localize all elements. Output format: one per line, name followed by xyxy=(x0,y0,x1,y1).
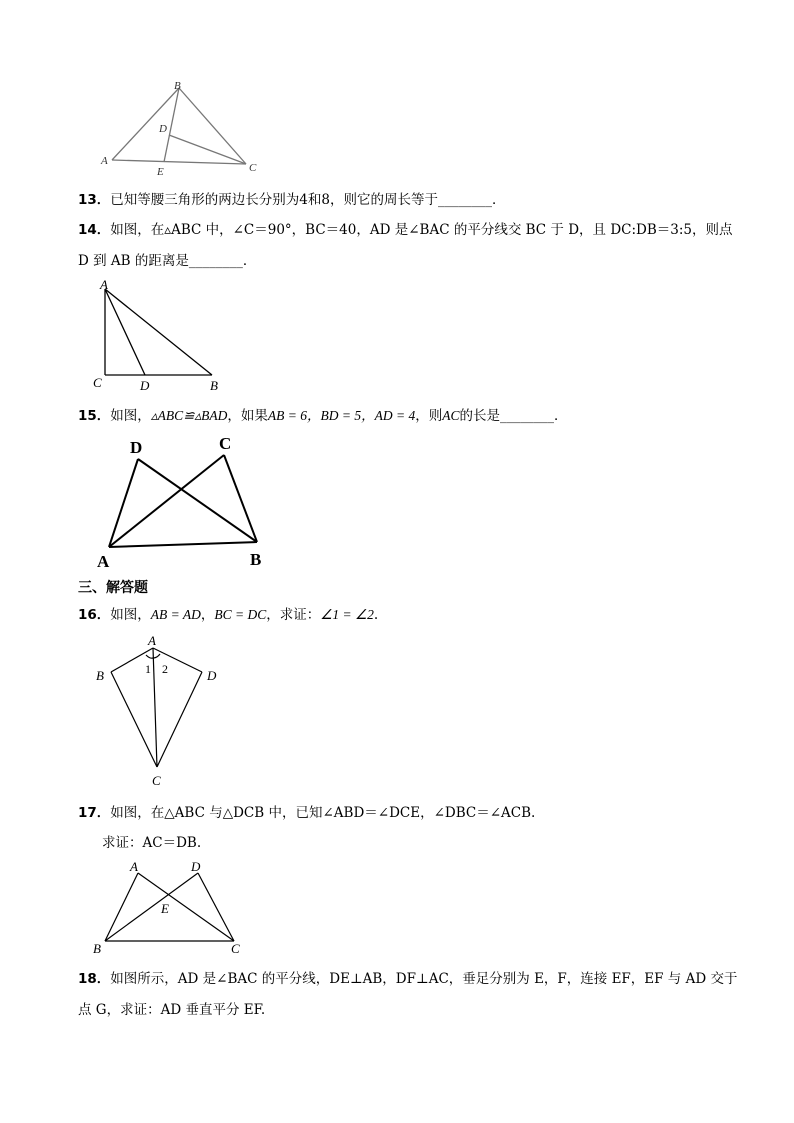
question-number: 16． xyxy=(78,607,111,623)
condition-1: AB = AD xyxy=(150,607,201,622)
question-14-line2 xyxy=(78,249,256,269)
proof-goal: ∠1 = ∠2 xyxy=(320,607,374,622)
label-c: C xyxy=(231,941,240,956)
question-13 xyxy=(78,188,505,208)
label-d: D xyxy=(130,438,143,457)
figure-triangle-abc-de xyxy=(98,78,268,178)
question-end: ． xyxy=(242,253,257,269)
label-c: C xyxy=(219,434,232,453)
condition-2: BC = DC xyxy=(214,607,267,622)
question-text: 如图，在▵ABC 中，∠C＝90°，BC＝40，AD 是∠BAC 的平分线交 BC 于 D，且 DC:DB＝3:5，则点 xyxy=(110,222,733,238)
label-b: B xyxy=(250,550,262,569)
question-18-line2 xyxy=(78,998,265,1018)
question-text: 如图， xyxy=(110,408,151,424)
label-b: B xyxy=(174,80,181,92)
figure-trapezoid xyxy=(88,855,258,960)
answer-blank[interactable]: ________ xyxy=(437,192,492,208)
separator: ， xyxy=(200,607,215,623)
label-e: E xyxy=(161,901,169,916)
question-17-proof xyxy=(102,831,201,851)
label-d: D xyxy=(140,378,150,393)
section-title: 三、解答题 xyxy=(78,580,148,596)
congruence-statement: ▵ABC≌▵BAD xyxy=(150,408,228,423)
question-14 xyxy=(78,218,733,238)
angle-label-1: 1 xyxy=(145,662,151,676)
proof-statement: 求证：AC＝DB. xyxy=(102,835,202,851)
question-text: D 到 AB 的距离是 xyxy=(78,253,189,269)
label-c: C xyxy=(152,773,161,788)
label-a: A xyxy=(100,277,108,292)
question-16 xyxy=(78,603,378,623)
figure-congruent-triangles xyxy=(90,428,280,573)
question-number: 18． xyxy=(78,971,111,987)
question-number: 13． xyxy=(78,192,111,208)
question-text: 如图，在△ABC 与△DCB 中，已知∠ABD＝∠DCE，∠DBC＝∠ACB. xyxy=(110,805,536,821)
question-number: 14． xyxy=(78,222,111,238)
label-a: A xyxy=(148,633,156,648)
question-text: ，如果 xyxy=(227,408,268,424)
label-a: A xyxy=(97,552,110,571)
question-end: ． xyxy=(491,192,506,208)
label-e: E xyxy=(157,166,164,178)
label-c: C xyxy=(249,162,257,174)
label-d: D xyxy=(159,123,167,135)
label-d: D xyxy=(191,859,201,874)
label-b: B xyxy=(210,378,218,393)
label-a: A xyxy=(130,859,138,874)
question-text: ，求证： xyxy=(266,607,321,623)
question-number: 17． xyxy=(78,805,111,821)
question-text: 如图所示，AD 是∠BAC 的平分线，DE⊥AB，DF⊥AC，垂足分别为 E，F，连接 EF，EF 与 AD 交于 xyxy=(110,971,738,987)
angle-label-2: 2 xyxy=(162,662,168,676)
label-b: B xyxy=(93,941,101,956)
figure-kite xyxy=(90,630,230,795)
answer-blank[interactable]: ________ xyxy=(500,408,554,424)
label-a: A xyxy=(101,155,108,167)
figure-right-triangle xyxy=(88,277,228,397)
question-text: 已知等腰三角形的两边长分别为4和8，则它的周长等于 xyxy=(110,192,438,208)
answer-blank[interactable]: ________ xyxy=(188,253,243,269)
label-d: D xyxy=(207,668,217,683)
question-end: ． xyxy=(554,408,568,424)
question-text: ，则 xyxy=(415,408,443,424)
question-text: 如图， xyxy=(110,607,151,623)
question-text: 点 G，求证：AD 垂直平分 EF. xyxy=(78,1002,266,1018)
question-18 xyxy=(78,967,737,987)
question-15 xyxy=(78,404,568,424)
question-number: 15． xyxy=(78,408,111,424)
label-b: B xyxy=(96,668,104,683)
question-17 xyxy=(78,801,535,821)
question-text: 的长是 xyxy=(459,408,500,424)
given-conditions: AB = 6，BD = 5，AD = 4 xyxy=(267,408,416,423)
question-end: . xyxy=(373,607,379,623)
target-segment: AC xyxy=(442,408,460,423)
label-c: C xyxy=(93,375,102,390)
